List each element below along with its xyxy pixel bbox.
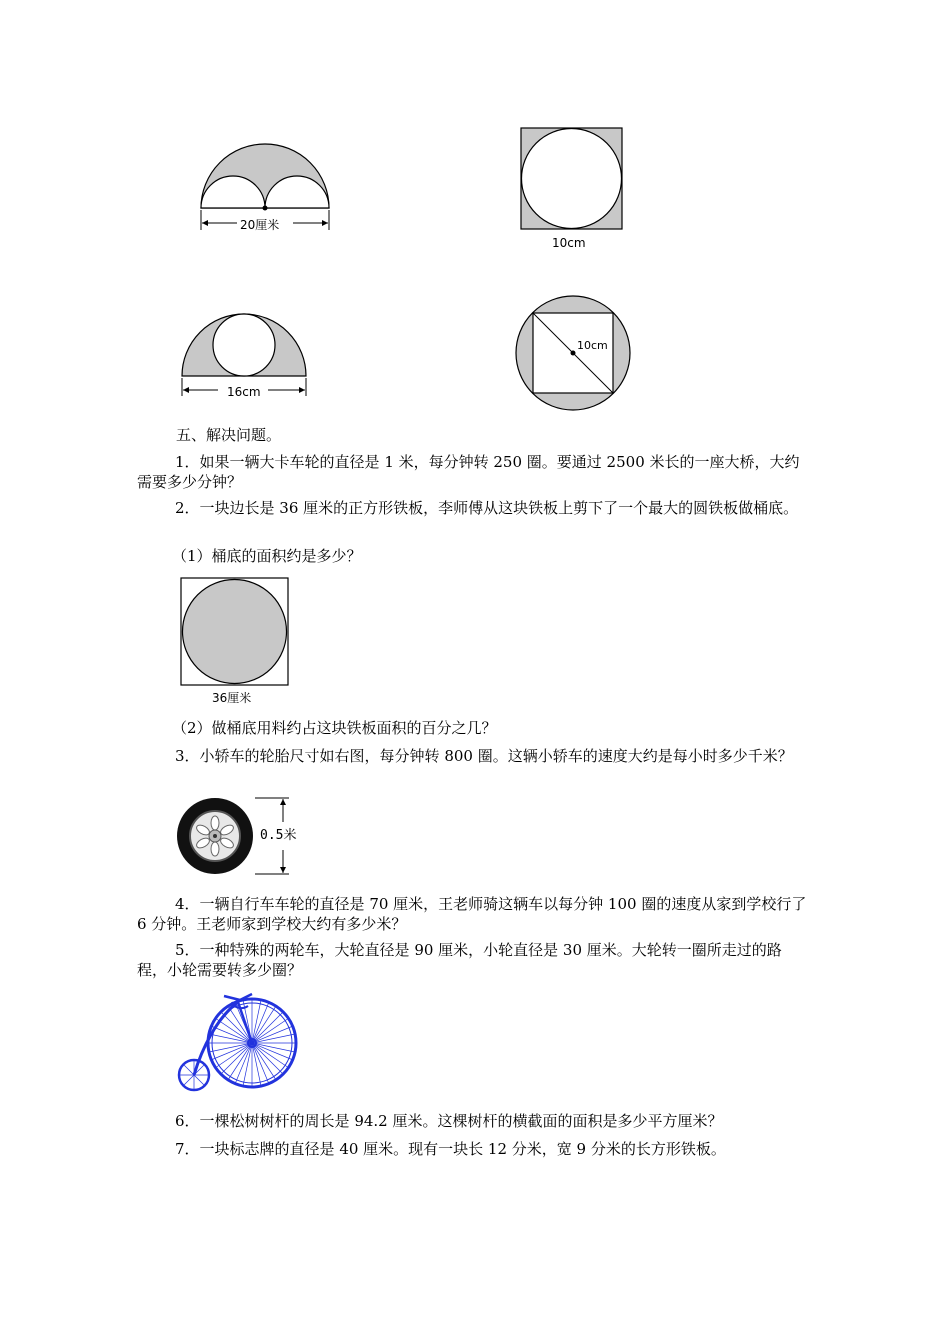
figure-5-label: 36厘米 [212, 691, 252, 705]
question-4: 4．一辆自行车车轮的直径是 70 厘米，王老师骑这辆车以每分钟 100 圈的速度从家到学校行了 6 分钟。王老师家到学校大约有多少米？ [137, 895, 807, 933]
penny-farthing-bicycle-icon [172, 988, 304, 1094]
figure-circle-inscribed-square [514, 294, 632, 412]
question-1: 1．如果一辆大卡车轮的直径是 1 米，每分钟转 250 圈。要通过 2500 米长的一座大桥，大约需要多少分钟？ [137, 453, 800, 491]
figure-4-label: 10cm [577, 339, 608, 352]
question-2: 2．一块边长是 36 厘米的正方形铁板，李师傅从这块铁板上剪下了一个最大的圆铁板做桶底。 [175, 499, 799, 517]
figure-6-label: 0.5米 [260, 828, 297, 843]
figure-1-label: 20厘米 [240, 218, 280, 232]
question-7: 7．一块标志牌的直径是 40 厘米。现有一块长 12 分米，宽 9 分米的长方形铁板。 [175, 1140, 726, 1158]
section-title: 五、解决问题。 [176, 426, 282, 444]
question-2-part-1: （1）桶底的面积约是多少？ [172, 547, 362, 565]
question-2-part-2: （2）做桶底用料约占这块铁板面积的百分之几？ [172, 719, 497, 737]
question-6: 6．一棵松树树杆的周长是 94.2 厘米。这棵树杆的横截面的面积是多少平方厘米？ [175, 1112, 723, 1130]
figure-square-inscribed-circle [520, 127, 624, 231]
figure-square-shaded-circle [180, 577, 290, 687]
figure-2-label: 10cm [552, 236, 586, 250]
question-5: 5．一种特殊的两轮车，大轮直径是 90 厘米，小轮直径是 30 厘米。大轮转一圈所走过的路程，小轮需要转多少圈？ [137, 941, 782, 979]
figure-3-label: 16cm [227, 385, 261, 399]
question-3: 3．小轿车的轮胎尺寸如右图，每分钟转 800 圈。这辆小轿车的速度大约是每小时多少千米？ [175, 747, 793, 765]
